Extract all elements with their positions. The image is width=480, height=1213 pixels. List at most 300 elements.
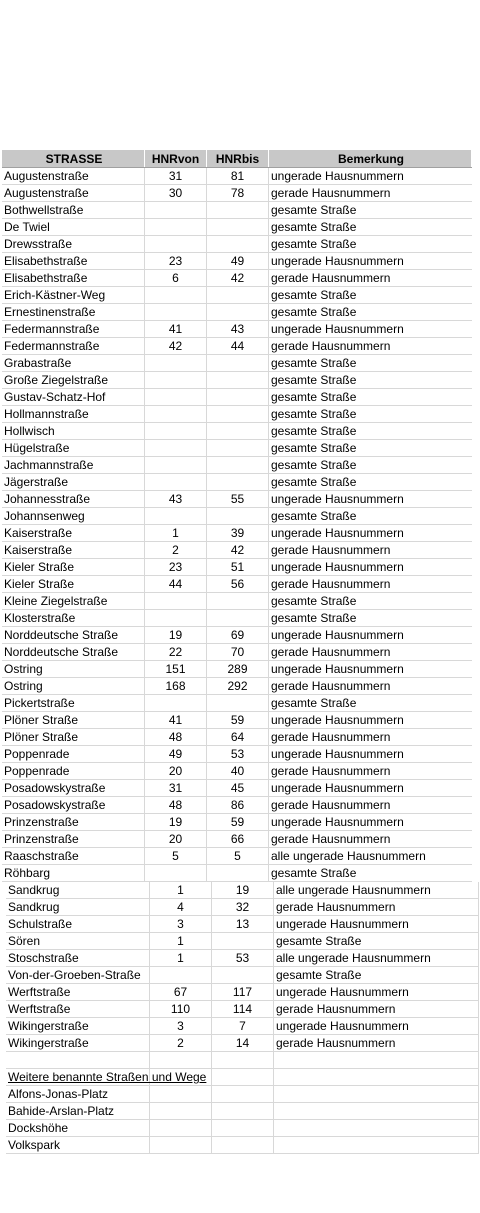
remark-cell[interactable]: gesamte Straße [271,356,357,370]
remark-cell[interactable]: ungerade Hausnummern [271,628,404,642]
table-row [6,967,479,984]
table-row [2,389,472,406]
to-cell[interactable] [212,1103,274,1119]
from-cell[interactable] [145,304,207,320]
table-row [2,831,472,848]
from-cell[interactable]: 19 [145,814,207,830]
remark-cell[interactable]: gerade Hausnummern [271,577,391,591]
street-cell[interactable]: Kleine Ziegelstraße [2,593,145,609]
from-cell[interactable] [145,695,207,711]
remark-cell[interactable]: gesamte Straße [271,696,357,710]
to-cell[interactable]: 53 [212,950,274,966]
cell[interactable] [274,1069,479,1085]
table-row [2,440,472,457]
from-cell[interactable] [150,1120,212,1136]
from-cell[interactable]: 2 [145,542,207,558]
from-cell[interactable]: 31 [145,780,207,796]
street-cell[interactable]: Jägerstraße [2,474,145,490]
street-cell[interactable]: Plöner Straße [2,712,145,728]
table-row [2,355,472,372]
from-cell[interactable]: 43 [145,491,207,507]
table-header [2,150,472,168]
street-cell[interactable]: Hügelstraße [2,440,145,456]
street-cell[interactable]: Norddeutsche Straße [2,644,145,660]
from-cell[interactable]: 110 [150,1001,212,1017]
other-heading[interactable]: Weitere benannte Straßen und Wege [8,1070,207,1084]
table-row [2,372,472,389]
table-row [2,627,472,644]
remark-cell[interactable]: alle ungerade Hausnummern [271,849,426,863]
table-row [2,712,472,729]
remark-cell[interactable]: gesamte Straße [271,458,357,472]
table-row [2,763,472,780]
to-cell[interactable]: 64 [207,729,269,745]
table-row [2,814,472,831]
remark-cell[interactable]: ungerade Hausnummern [271,560,404,574]
from-cell[interactable]: 2 [150,1035,212,1051]
table-row [2,185,472,202]
table-row [2,474,472,491]
to-cell[interactable] [207,593,269,609]
from-cell[interactable]: 3 [150,1018,212,1034]
table-row [6,916,479,933]
remark-cell[interactable]: ungerade Hausnummern [271,662,404,676]
table-row [2,219,472,236]
table-row [2,457,472,474]
to-cell[interactable] [207,389,269,405]
to-cell[interactable]: 7 [212,1018,274,1034]
header-to[interactable]: HNRbis [207,150,269,167]
street-cell[interactable]: Raaschstraße [2,848,145,864]
to-cell[interactable]: 53 [207,746,269,762]
street-cell[interactable]: Stoschstraße [6,950,150,966]
to-cell[interactable]: 40 [207,763,269,779]
table-row [6,1137,479,1154]
to-cell[interactable]: 49 [207,253,269,269]
street-cell[interactable]: Kaiserstraße [2,525,145,541]
from-cell[interactable]: 48 [145,797,207,813]
to-cell[interactable] [207,355,269,371]
to-cell[interactable] [207,440,269,456]
street-cell[interactable]: Werftstraße [6,1001,150,1017]
street-cell[interactable]: Ernestinenstraße [2,304,145,320]
to-cell[interactable]: 86 [207,797,269,813]
table-row [2,661,472,678]
remark-cell[interactable]: gerade Hausnummern [271,832,391,846]
to-cell[interactable] [207,287,269,303]
remark-cell[interactable]: gesamte Straße [271,203,357,217]
table-row [6,882,479,899]
to-cell[interactable]: 39 [207,525,269,541]
to-cell[interactable]: 81 [207,168,269,184]
table-row [2,678,472,695]
street-cell[interactable]: Gustav-Schatz-Hof [2,389,145,405]
remark-cell[interactable]: alle ungerade Hausnummern [274,882,479,898]
table-row [2,797,472,814]
remark-cell[interactable]: gesamte Straße [271,594,357,608]
remark-cell[interactable]: ungerade Hausnummern [271,781,404,795]
to-cell[interactable]: 59 [207,814,269,830]
remark-cell[interactable]: gesamte Straße [274,933,479,949]
cell[interactable] [6,1052,150,1068]
to-cell[interactable]: 19 [212,882,274,898]
from-cell[interactable]: 5 [145,848,207,864]
remark-cell[interactable]: ungerade Hausnummern [271,747,404,761]
table-row [2,508,472,525]
remark-cell[interactable] [274,1086,479,1102]
from-cell[interactable]: 44 [145,576,207,592]
remark-cell[interactable]: gerade Hausnummern [271,764,391,778]
street-cell[interactable]: Dockshöhe [6,1120,150,1136]
table-row [2,729,472,746]
other-places [6,1086,479,1154]
street-table [2,150,472,882]
street-cell[interactable]: Plöner Straße [2,729,145,745]
to-cell[interactable] [207,474,269,490]
street-cell[interactable]: De Twiel [2,219,145,235]
to-cell[interactable] [207,202,269,218]
cell[interactable] [150,1069,212,1085]
from-cell[interactable] [145,219,207,235]
remark-cell[interactable]: gerade Hausnummern [274,1035,479,1051]
street-cell[interactable]: Bothwellstraße [2,202,145,218]
to-cell[interactable]: 5 [207,848,269,864]
street-cell[interactable]: Prinzenstraße [2,814,145,830]
remark-cell[interactable]: gesamte Straße [271,373,357,387]
street-cell[interactable]: Ostring [2,661,145,677]
remark-cell[interactable]: ungerade Hausnummern [271,169,404,183]
remark-cell[interactable]: alle ungerade Hausnummern [274,950,479,966]
to-cell[interactable]: 114 [212,1001,274,1017]
table-row [2,644,472,661]
blank-row [6,1052,479,1069]
table-row [6,1086,479,1103]
remark-cell[interactable]: gesamte Straße [271,475,357,489]
to-cell[interactable] [207,304,269,320]
from-cell[interactable]: 41 [145,712,207,728]
street-cell[interactable]: Posadowskystraße [2,780,145,796]
from-cell[interactable]: 42 [145,338,207,354]
from-cell[interactable] [150,1103,212,1119]
street-cell[interactable]: Johannesstraße [2,491,145,507]
to-cell[interactable]: 289 [207,661,269,677]
from-cell[interactable]: 30 [145,185,207,201]
remark-cell[interactable]: ungerade Hausnummern [274,916,479,932]
street-cell[interactable]: Federmannstraße [2,338,145,354]
street-cell[interactable]: Hollmannstraße [2,406,145,422]
table-row [6,950,479,967]
to-cell[interactable]: 14 [212,1035,274,1051]
street-cell[interactable]: Wikingerstraße [6,1035,150,1051]
to-cell[interactable]: 292 [207,678,269,694]
table-row [2,559,472,576]
table-row [2,338,472,355]
table-row [2,304,472,321]
cell[interactable] [212,1052,274,1068]
to-cell[interactable] [207,406,269,422]
cell[interactable] [274,1052,479,1068]
from-cell[interactable]: 49 [145,746,207,762]
remark-cell[interactable]: gerade Hausnummern [271,730,391,744]
to-cell[interactable] [207,508,269,524]
table-row [6,984,479,1001]
to-cell[interactable]: 32 [212,899,274,915]
street-cell[interactable]: Sandkrug [6,882,150,898]
to-cell[interactable] [212,1086,274,1102]
table-row [2,746,472,763]
to-cell[interactable]: 70 [207,644,269,660]
to-cell[interactable]: 59 [207,712,269,728]
table-row [2,865,472,882]
table-row [2,780,472,797]
from-cell[interactable] [150,1137,212,1153]
remark-cell[interactable]: ungerade Hausnummern [271,492,404,506]
from-cell[interactable] [150,1086,212,1102]
to-cell[interactable]: 44 [207,338,269,354]
street-cell[interactable]: Norddeutsche Straße [2,627,145,643]
from-cell[interactable]: 31 [145,168,207,184]
to-cell[interactable] [207,236,269,252]
street-cell[interactable]: Bahide-Arslan-Platz [6,1103,150,1119]
table-row [2,321,472,338]
table-row [2,695,472,712]
to-cell[interactable]: 117 [212,984,274,1000]
street-cell[interactable]: Poppenrade [2,763,145,779]
remark-cell[interactable]: gesamte Straße [271,866,357,880]
street-cell[interactable]: Volkspark [6,1137,150,1153]
street-cell[interactable]: Schulstraße [6,916,150,932]
to-cell[interactable]: 66 [207,831,269,847]
table-row [2,593,472,610]
from-cell[interactable] [145,610,207,626]
remark-cell[interactable]: ungerade Hausnummern [271,713,404,727]
from-cell[interactable] [145,474,207,490]
street-cell[interactable]: Kaiserstraße [2,542,145,558]
from-cell[interactable] [145,508,207,524]
to-cell[interactable]: 78 [207,185,269,201]
street-cell[interactable]: Röhbarg [2,865,145,881]
remark-cell[interactable] [274,1120,479,1136]
street-cell[interactable]: Kieler Straße [2,559,145,575]
remark-cell[interactable]: gesamte Straße [271,390,357,404]
street-cell[interactable]: Elisabethstraße [2,270,145,286]
remark-cell[interactable]: gerade Hausnummern [271,271,391,285]
table-row [2,525,472,542]
from-cell[interactable]: 20 [145,831,207,847]
street-cell[interactable]: Elisabethstraße [2,253,145,269]
table-row [2,202,472,219]
table-row [6,1018,479,1035]
street-cell[interactable]: Wikingerstraße [6,1018,150,1034]
remark-cell[interactable]: gerade Hausnummern [271,543,391,557]
remark-cell[interactable]: ungerade Hausnummern [271,322,404,336]
to-cell[interactable] [212,933,274,949]
from-cell[interactable]: 1 [150,882,212,898]
remark-cell[interactable]: gerade Hausnummern [271,679,391,693]
header-remark[interactable]: Bemerkung [269,150,472,167]
remark-cell[interactable]: gesamte Straße [271,407,357,421]
remark-cell[interactable]: gerade Hausnummern [274,899,479,915]
street-cell[interactable]: Hollwisch [2,423,145,439]
to-cell[interactable] [207,610,269,626]
table-row [2,576,472,593]
to-cell[interactable]: 43 [207,321,269,337]
street-cell[interactable]: Werftstraße [6,984,150,1000]
remark-cell[interactable]: gesamte Straße [271,220,357,234]
remark-cell[interactable]: gesamte Straße [271,509,357,523]
from-cell[interactable]: 1 [145,525,207,541]
to-cell[interactable]: 13 [212,916,274,932]
from-cell[interactable]: 1 [150,933,212,949]
table-row [2,253,472,270]
street-cell[interactable]: Große Ziegelstraße [2,372,145,388]
from-cell[interactable]: 23 [145,559,207,575]
from-cell[interactable]: 20 [145,763,207,779]
table-row [6,899,479,916]
table-row [2,848,472,865]
table-row [2,610,472,627]
from-cell[interactable]: 168 [145,678,207,694]
street-cell[interactable]: Ostring [2,678,145,694]
remark-cell[interactable]: gesamte Straße [271,237,357,251]
to-cell[interactable]: 45 [207,780,269,796]
street-cell[interactable]: Prinzenstraße [2,831,145,847]
from-cell[interactable]: 22 [145,644,207,660]
to-cell[interactable]: 55 [207,491,269,507]
street-cell[interactable]: Augustenstraße [2,168,145,184]
table-row [2,287,472,304]
from-cell[interactable]: 4 [150,899,212,915]
street-cell[interactable]: Kieler Straße [2,576,145,592]
to-cell[interactable] [212,1137,274,1153]
from-cell[interactable]: 67 [150,984,212,1000]
street-cell[interactable]: Sören [6,933,150,949]
remark-cell[interactable]: ungerade Hausnummern [271,526,404,540]
to-cell[interactable]: 42 [207,542,269,558]
from-cell[interactable]: 6 [145,270,207,286]
to-cell[interactable]: 56 [207,576,269,592]
remark-cell[interactable]: gesamte Straße [271,441,357,455]
from-cell[interactable]: 3 [150,916,212,932]
remark-cell[interactable]: gesamte Straße [274,967,479,983]
other-heading-row [6,1069,479,1086]
table-body [2,168,472,882]
from-cell[interactable]: 1 [150,950,212,966]
to-cell[interactable] [207,219,269,235]
table-row [6,933,479,950]
header-from[interactable]: HNRvon [145,150,207,167]
remark-cell[interactable]: gesamte Straße [271,611,357,625]
street-cell[interactable]: Poppenrade [2,746,145,762]
remark-cell[interactable]: ungerade Hausnummern [271,815,404,829]
table-row [6,1001,479,1018]
street-cell[interactable]: Sandkrug [6,899,150,915]
table-row [2,236,472,253]
remark-cell[interactable]: gerade Hausnummern [271,645,391,659]
table-row [2,542,472,559]
street-cell[interactable]: Federmannstraße [2,321,145,337]
to-cell[interactable] [212,967,274,983]
street-cell[interactable]: Alfons-Jonas-Platz [6,1086,150,1102]
street-cell[interactable]: Jachmannstraße [2,457,145,473]
to-cell[interactable]: 42 [207,270,269,286]
from-cell[interactable] [145,865,207,881]
table-body-continued [6,882,479,1052]
from-cell[interactable]: 41 [145,321,207,337]
from-cell[interactable] [145,593,207,609]
street-cell[interactable]: Klosterstraße [2,610,145,626]
street-cell[interactable]: Johannsenweg [2,508,145,524]
header-street[interactable]: STRASSE [2,150,145,167]
from-cell[interactable]: 19 [145,627,207,643]
remark-cell[interactable]: ungerade Hausnummern [274,984,479,1000]
table-row [2,423,472,440]
street-cell[interactable]: Augustenstraße [2,185,145,201]
from-cell[interactable] [145,406,207,422]
street-cell[interactable]: Drewsstraße [2,236,145,252]
from-cell[interactable]: 151 [145,661,207,677]
remark-cell[interactable]: gesamte Straße [271,288,357,302]
table-row [6,1035,479,1052]
remark-cell[interactable]: gerade Hausnummern [271,186,391,200]
street-cell[interactable]: Grabastraße [2,355,145,371]
table-row [6,1120,479,1137]
from-cell[interactable]: 23 [145,253,207,269]
street-cell[interactable]: Erich-Kästner-Weg [2,287,145,303]
to-cell[interactable]: 51 [207,559,269,575]
from-cell[interactable] [145,423,207,439]
to-cell[interactable] [212,1120,274,1136]
from-cell[interactable] [150,967,212,983]
cell[interactable] [150,1052,212,1068]
to-cell[interactable] [207,423,269,439]
remark-cell[interactable]: gerade Hausnummern [271,798,391,812]
table-row [2,491,472,508]
street-cell[interactable]: Von-der-Groeben-Straße [6,967,150,983]
remark-cell[interactable]: ungerade Hausnummern [274,1018,479,1034]
street-table-continued [6,882,479,1154]
from-cell[interactable] [145,287,207,303]
to-cell[interactable] [207,865,269,881]
remark-cell[interactable]: gesamte Straße [271,424,357,438]
from-cell[interactable] [145,236,207,252]
from-cell[interactable] [145,202,207,218]
to-cell[interactable]: 69 [207,627,269,643]
table-row [2,270,472,287]
to-cell[interactable] [207,695,269,711]
from-cell[interactable] [145,457,207,473]
remark-cell[interactable] [274,1137,479,1153]
table-row [2,406,472,423]
cell[interactable] [212,1069,274,1085]
remark-cell[interactable]: ungerade Hausnummern [271,254,404,268]
from-cell[interactable] [145,389,207,405]
table-row [2,168,472,185]
from-cell[interactable] [145,372,207,388]
table-row [6,1103,479,1120]
from-cell[interactable] [145,355,207,371]
from-cell[interactable] [145,440,207,456]
remark-cell[interactable]: gerade Hausnummern [274,1001,479,1017]
to-cell[interactable] [207,372,269,388]
to-cell[interactable] [207,457,269,473]
from-cell[interactable]: 48 [145,729,207,745]
street-cell[interactable]: Pickertstraße [2,695,145,711]
street-cell[interactable]: Posadowskystraße [2,797,145,813]
remark-cell[interactable] [274,1103,479,1119]
remark-cell[interactable]: gerade Hausnummern [271,339,391,353]
remark-cell[interactable]: gesamte Straße [271,305,357,319]
